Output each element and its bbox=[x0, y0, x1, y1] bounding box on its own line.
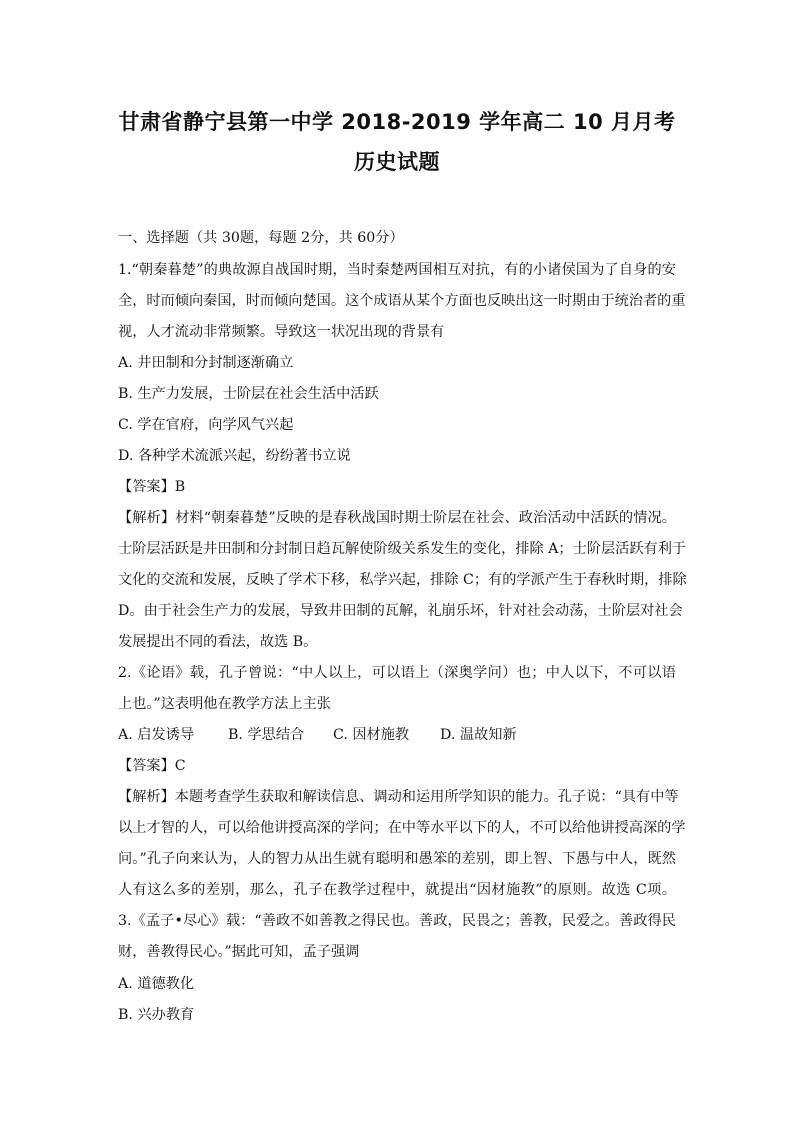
question-2-option-d: D. 温故知新 bbox=[440, 727, 517, 743]
section-heading: 一、选择题（共 30题，每题 2分，共 60分） bbox=[118, 230, 404, 246]
question-1-analysis-line: 【解析】材料“朝秦暮楚”反映的是春秋战国时期士阶层在社会、政治活动中活跃的情况。 bbox=[118, 510, 676, 526]
question-1-answer: 【答案】B bbox=[118, 479, 186, 495]
question-2-option-c: C. 因材施教 bbox=[333, 727, 410, 743]
question-3-stem-line: 财，善教得民心。”据此可知，孟子强调 bbox=[118, 944, 360, 960]
question-3-option-a: A. 道德教化 bbox=[118, 976, 195, 992]
question-2-analysis-line: 人有这么多的差别，那么，孔子在教学过程中，就提出“因材施教”的原则。故选 C项。 bbox=[118, 882, 676, 898]
question-1-analysis-line: D。由于社会生产力的发展，导致井田制的瓦解，礼崩乐坏，针对社会动荡，士阶层对社会 bbox=[118, 603, 683, 619]
question-2-stem-line: 2.《论语》载，孔子曾说：“中人以上，可以语上（深奥学问）也；中人以下，不可以语 bbox=[118, 665, 676, 681]
question-2-options bbox=[118, 726, 517, 744]
question-2-stem-line: 上也。”这表明他在教学方法上主张 bbox=[118, 696, 331, 712]
page-subtitle: 历史试题 bbox=[354, 150, 440, 174]
question-1-analysis-line: 发展提出不同的看法，故选 B。 bbox=[118, 634, 318, 650]
question-1-stem-line: 全，时而倾向秦国，时而倾向楚国。这个成语从某个方面也反映出这一时期由于统治者的重 bbox=[118, 293, 686, 309]
question-2-option-a: A. 启发诱导 bbox=[118, 727, 195, 743]
question-3-stem-line: 3.《孟子•尽心》载：“善政不如善教之得民也。善政，民畏之；善教，民爱之。善政得民 bbox=[118, 913, 676, 929]
question-2-analysis-line: 【解析】本题考查学生获取和解读信息、调动和运用所学知识的能力。孔子说：“具有中等 bbox=[118, 789, 679, 805]
question-2-analysis-line: 问。”孔子向来认为，人的智力从出生就有聪明和愚笨的差别，即上智、下愚与中人，既然 bbox=[118, 851, 676, 867]
question-2-answer: 【答案】C bbox=[118, 758, 186, 774]
question-1-analysis-line: 士阶层活跃是井田制和分封制日趋瓦解使阶级关系发生的变化，排除 A；士阶层活跃有利于 bbox=[118, 541, 687, 557]
question-1-option-d: D. 各种学术流派兴起，纷纷著书立说 bbox=[118, 448, 351, 464]
question-2-option-b: B. 学思结合 bbox=[228, 727, 305, 743]
question-3-option-b: B. 兴办教育 bbox=[118, 1007, 195, 1023]
question-1-option-c: C. 学在官府，向学风气兴起 bbox=[118, 417, 294, 433]
question-1-analysis-line: 文化的交流和发展，反映了学术下移，私学兴起，排除 C；有的学派产生于春秋时期，排除 bbox=[118, 572, 687, 588]
question-1-option-a: A. 井田制和分封制逐渐确立 bbox=[118, 355, 294, 371]
question-1-stem-line: 1.“朝秦暮楚”的典故源自战国时期，当时秦楚两国相互对抗，有的小诸侯国为了自身的安 bbox=[118, 262, 676, 278]
question-1-option-b: B. 生产力发展，士阶层在社会生活中活跃 bbox=[118, 386, 379, 402]
page-title: 甘肃省静宁县第一中学 2018-2019 学年高二 10 月月考 bbox=[118, 110, 676, 134]
question-2-analysis-line: 以上才智的人，可以给他讲授高深的学问；在中等水平以下的人，不可以给他讲授高深的学 bbox=[118, 820, 686, 836]
question-1-stem-line: 视，人才流动非常频繁。导致这一状况出现的背景有 bbox=[118, 324, 445, 340]
